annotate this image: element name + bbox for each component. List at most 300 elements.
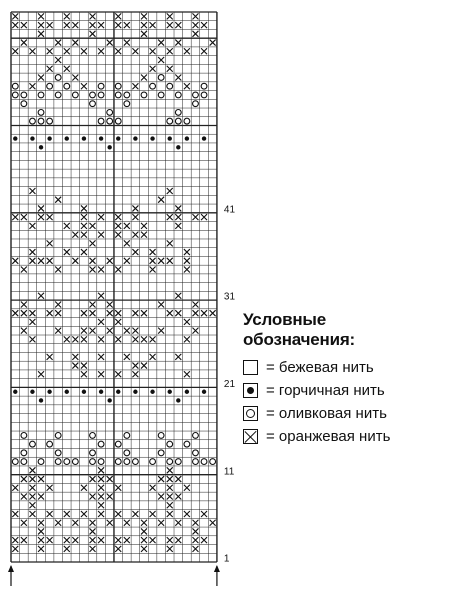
cross-mark	[115, 267, 121, 273]
cross-mark	[38, 546, 44, 552]
cross-mark	[90, 494, 96, 500]
cross-mark	[98, 467, 104, 473]
cross-mark	[115, 371, 121, 377]
cross-mark	[141, 546, 147, 552]
cross-mark	[167, 511, 173, 517]
legend-item-label: = оливковая нить	[266, 405, 387, 422]
ring-mark	[47, 441, 53, 447]
cross-mark	[21, 22, 27, 28]
cross-mark	[55, 267, 61, 273]
dot-mark	[133, 390, 137, 394]
ring-mark	[193, 101, 199, 107]
ring-mark	[210, 459, 216, 465]
cross-mark	[184, 267, 190, 273]
cross-mark	[21, 214, 27, 220]
cross-mark	[158, 494, 164, 500]
ring-mark	[21, 450, 27, 456]
cross-mark	[107, 494, 113, 500]
cross-mark	[29, 485, 35, 491]
cross-mark	[150, 537, 156, 543]
cross-mark	[175, 22, 181, 28]
cross-mark	[115, 214, 121, 220]
cross-mark	[175, 310, 181, 316]
cross-mark	[38, 520, 44, 526]
dot-mark	[107, 398, 111, 402]
ring-mark	[167, 118, 173, 124]
ring-mark	[184, 441, 190, 447]
cross-mark	[141, 537, 147, 543]
cross-mark	[201, 214, 207, 220]
cross-mark	[64, 546, 70, 552]
cross-mark	[115, 232, 121, 238]
cross-mark	[64, 22, 70, 28]
cross-mark	[115, 22, 121, 28]
cross-mark	[184, 511, 190, 517]
cross-mark	[72, 537, 78, 543]
ring-mark	[98, 459, 104, 465]
ring-mark	[72, 92, 78, 98]
cross-mark	[107, 476, 113, 482]
cross-mark	[29, 188, 35, 194]
cross-mark	[192, 328, 198, 334]
legend-item-label: = оранжевая нить	[266, 428, 391, 445]
cross-mark	[150, 267, 156, 273]
cross-mark	[21, 40, 27, 46]
legend-title-line1: Условные	[243, 310, 327, 329]
cross-mark	[167, 537, 173, 543]
ring-square-icon	[243, 406, 258, 421]
legend-item-label: = горчичная нить	[266, 382, 385, 399]
cross-mark	[38, 476, 44, 482]
cross-mark	[90, 520, 96, 526]
ring-mark	[193, 459, 199, 465]
cross-mark	[12, 258, 18, 264]
ring-mark	[193, 450, 199, 456]
cross-mark	[184, 83, 190, 89]
dot-mark	[185, 390, 189, 394]
ring-mark	[21, 101, 27, 107]
cross-mark	[192, 22, 198, 28]
cross-mark	[167, 22, 173, 28]
arrow-head-icon	[8, 565, 14, 572]
cross-mark	[98, 354, 104, 360]
dot-mark	[133, 136, 137, 140]
cross-mark	[201, 48, 207, 54]
cross-mark	[98, 267, 104, 273]
legend-item-mustard	[243, 379, 448, 402]
cross-mark	[141, 22, 147, 28]
cross-mark	[38, 494, 44, 500]
cross-mark	[210, 520, 216, 526]
ring-mark	[115, 118, 121, 124]
cross-mark	[115, 537, 121, 543]
cross-mark	[64, 511, 70, 517]
cross-mark	[47, 258, 53, 264]
cross-mark	[29, 476, 35, 482]
ring-mark	[30, 118, 36, 124]
cross-mark	[192, 31, 198, 37]
cross-mark	[132, 48, 138, 54]
cross-mark	[184, 249, 190, 255]
cross-mark	[81, 223, 87, 229]
cross-mark	[21, 520, 27, 526]
cross-mark	[12, 13, 18, 19]
ring-mark	[12, 92, 18, 98]
cross-mark	[72, 258, 78, 264]
dot-mark	[176, 398, 180, 402]
cross-mark	[124, 40, 130, 46]
ring-mark	[115, 83, 121, 89]
cross-mark	[141, 232, 147, 238]
cross-mark	[175, 205, 181, 211]
cross-mark	[12, 485, 18, 491]
cross-mark	[21, 301, 27, 307]
cross-mark	[29, 223, 35, 229]
cross-mark	[72, 363, 78, 369]
ring-mark	[167, 83, 173, 89]
cross-mark	[167, 13, 173, 19]
cross-mark	[175, 74, 181, 80]
cross-mark	[210, 40, 216, 46]
cross-mark	[167, 188, 173, 194]
ring-mark	[64, 83, 70, 89]
cross-mark	[124, 537, 130, 543]
cross-mark	[29, 494, 35, 500]
ring-mark	[124, 433, 130, 439]
legend-title-line2: обозначения:	[243, 330, 356, 349]
dot-mark	[107, 145, 111, 149]
dot-mark	[39, 398, 43, 402]
cross-mark	[72, 22, 78, 28]
ring-mark	[167, 441, 173, 447]
ring-mark	[21, 92, 27, 98]
legend-item-olive	[243, 402, 448, 425]
legend	[243, 310, 448, 448]
ring-mark	[133, 459, 139, 465]
cross-mark	[192, 214, 198, 220]
cross-mark	[64, 66, 70, 72]
cross-mark	[107, 520, 113, 526]
cross-mark	[98, 232, 104, 238]
cross-mark	[98, 214, 104, 220]
cross-mark	[124, 520, 130, 526]
cross-mark	[81, 83, 87, 89]
cross-mark	[192, 520, 198, 526]
cross-mark	[38, 371, 44, 377]
cross-mark	[55, 520, 61, 526]
cross-mark	[167, 66, 173, 72]
dot-mark	[47, 136, 51, 140]
cross-mark	[141, 310, 147, 316]
ring-mark	[12, 459, 18, 465]
ring-mark	[47, 118, 53, 124]
ring-mark	[201, 83, 207, 89]
ring-mark	[98, 118, 104, 124]
cross-mark	[72, 232, 78, 238]
cross-mark	[64, 13, 70, 19]
ring-mark	[55, 92, 61, 98]
cross-mark	[38, 258, 44, 264]
ring-mark	[107, 109, 113, 115]
cross-mark	[175, 223, 181, 229]
cross-mark	[98, 511, 104, 517]
cross-mark	[72, 40, 78, 46]
ring-mark	[38, 92, 44, 98]
cross-mark	[38, 528, 44, 534]
cross-mark	[12, 537, 18, 543]
cross-mark	[124, 354, 130, 360]
dot-square-icon	[243, 383, 258, 398]
cross-mark	[158, 40, 164, 46]
cross-mark	[90, 31, 96, 37]
cross-mark	[29, 467, 35, 473]
cross-mark	[47, 240, 53, 246]
cross-mark	[115, 223, 121, 229]
cross-mark	[55, 197, 61, 203]
cross-mark	[115, 13, 121, 19]
row-label: 41	[223, 204, 236, 216]
cross-mark	[55, 301, 61, 307]
cross-mark	[47, 354, 53, 360]
cross-mark	[21, 537, 27, 543]
ring-mark	[98, 92, 104, 98]
cross-mark	[124, 223, 130, 229]
cross-mark	[72, 520, 78, 526]
cross-mark	[64, 223, 70, 229]
cross-mark	[167, 258, 173, 264]
cross-mark	[90, 310, 96, 316]
empty-square-icon	[243, 360, 258, 375]
cross-mark	[201, 537, 207, 543]
dot-mark	[168, 136, 172, 140]
dot-mark	[116, 390, 120, 394]
cross-mark	[167, 48, 173, 54]
cross-mark	[90, 258, 96, 264]
dot-mark	[185, 136, 189, 140]
ring-mark	[158, 433, 164, 439]
cross-mark	[167, 467, 173, 473]
cross-mark	[90, 223, 96, 229]
cross-mark	[98, 293, 104, 299]
cross-mark	[29, 83, 35, 89]
ring-mark	[175, 109, 181, 115]
cross-mark	[81, 485, 87, 491]
cross-mark	[192, 546, 198, 552]
cross-mark	[12, 310, 18, 316]
dot-mark	[150, 136, 154, 140]
cross-mark	[141, 528, 147, 534]
cross-mark	[158, 197, 164, 203]
cross-mark	[98, 319, 104, 325]
cross-mark	[12, 48, 18, 54]
dot-mark	[30, 136, 34, 140]
cross-mark	[150, 48, 156, 54]
cross-mark	[184, 258, 190, 264]
dot-mark	[202, 136, 206, 140]
cross-mark	[115, 336, 121, 342]
cross-mark	[81, 336, 87, 342]
cross-mark	[12, 546, 18, 552]
ring-mark	[115, 92, 121, 98]
cross-mark	[132, 363, 138, 369]
cross-mark	[115, 319, 121, 325]
cross-mark	[124, 328, 130, 334]
cross-mark	[98, 371, 104, 377]
cross-mark	[175, 494, 181, 500]
cross-mark	[38, 31, 44, 37]
cross-mark	[55, 40, 61, 46]
ring-mark	[150, 83, 156, 89]
cross-mark	[21, 328, 27, 334]
row-label: 1	[223, 553, 230, 565]
cross-mark	[47, 485, 53, 491]
cross-mark	[90, 476, 96, 482]
cross-mark	[175, 354, 181, 360]
cross-mark	[115, 48, 121, 54]
ring-mark	[90, 101, 96, 107]
cross-mark	[132, 249, 138, 255]
cross-mark	[192, 537, 198, 543]
cross-mark	[192, 310, 198, 316]
cross-mark	[98, 336, 104, 342]
ring-mark	[98, 83, 104, 89]
cross-mark	[132, 310, 138, 316]
ring-mark	[175, 459, 181, 465]
cross-mark	[175, 40, 181, 46]
cross-mark	[158, 520, 164, 526]
legend-item-beige	[243, 356, 448, 379]
cross-mark	[38, 214, 44, 220]
cross-mark	[175, 476, 181, 482]
cross-mark	[38, 293, 44, 299]
dot-mark	[82, 136, 86, 140]
cross-mark	[141, 31, 147, 37]
cross-mark	[132, 205, 138, 211]
cross-mark	[38, 22, 44, 28]
row-label: 31	[223, 291, 236, 303]
dot-mark	[47, 390, 51, 394]
cross-mark	[150, 258, 156, 264]
ring-mark	[193, 433, 199, 439]
dot-mark	[39, 145, 43, 149]
ring-mark	[150, 459, 156, 465]
cross-mark	[47, 214, 53, 220]
cross-mark	[158, 258, 164, 264]
cross-mark	[210, 310, 216, 316]
cross-mark	[47, 66, 53, 72]
cross-mark	[150, 249, 156, 255]
ring-mark	[175, 92, 181, 98]
ring-mark	[124, 92, 130, 98]
cross-mark	[124, 22, 130, 28]
cross-mark	[175, 293, 181, 299]
cross-mark	[184, 485, 190, 491]
cross-mark	[132, 83, 138, 89]
cross-mark	[29, 310, 35, 316]
cross-square-icon	[243, 429, 258, 444]
cross-mark	[184, 48, 190, 54]
cross-mark	[141, 74, 147, 80]
cross-mark	[141, 336, 147, 342]
cross-mark	[81, 511, 87, 517]
cross-mark	[115, 546, 121, 552]
cross-mark	[107, 310, 113, 316]
cross-mark	[158, 57, 164, 63]
cross-mark	[167, 240, 173, 246]
cross-mark	[98, 485, 104, 491]
cross-mark	[167, 310, 173, 316]
cross-mark	[132, 511, 138, 517]
cross-mark	[47, 511, 53, 517]
cross-mark	[81, 249, 87, 255]
ring-mark	[55, 450, 61, 456]
cross-mark	[29, 502, 35, 508]
cross-mark	[158, 328, 164, 334]
cross-mark	[132, 371, 138, 377]
cross-mark	[167, 502, 173, 508]
ring-mark	[90, 450, 96, 456]
cross-mark	[192, 301, 198, 307]
cross-mark	[158, 301, 164, 307]
ring-mark	[55, 433, 61, 439]
cross-mark	[90, 267, 96, 273]
cross-mark	[81, 328, 87, 334]
cross-mark	[38, 537, 44, 543]
cross-mark	[47, 310, 53, 316]
cross-mark	[184, 336, 190, 342]
cross-mark	[150, 336, 156, 342]
cross-mark	[81, 310, 87, 316]
legend-item-label: = бежевая нить	[266, 359, 374, 376]
cross-mark	[98, 476, 104, 482]
cross-mark	[38, 13, 44, 19]
cross-mark	[72, 354, 78, 360]
ring-mark	[64, 459, 70, 465]
cross-mark	[167, 546, 173, 552]
cross-mark	[21, 310, 27, 316]
cross-mark	[175, 520, 181, 526]
cross-mark	[72, 74, 78, 80]
cross-mark	[64, 249, 70, 255]
ring-mark	[167, 459, 173, 465]
cross-mark	[90, 537, 96, 543]
cross-mark	[150, 485, 156, 491]
ring-mark	[90, 433, 96, 439]
legend-item-orange	[243, 425, 448, 448]
cross-mark	[38, 205, 44, 211]
cross-mark	[47, 48, 53, 54]
dot-mark	[13, 390, 17, 394]
cross-mark	[90, 546, 96, 552]
ring-mark	[90, 459, 96, 465]
ring-mark	[141, 92, 147, 98]
cross-mark	[132, 328, 138, 334]
ring-mark	[30, 441, 36, 447]
cross-mark	[141, 13, 147, 19]
cross-mark	[132, 214, 138, 220]
cross-mark	[167, 476, 173, 482]
ring-mark	[201, 92, 207, 98]
cross-mark	[124, 240, 130, 246]
ring-mark	[193, 92, 199, 98]
cross-mark	[201, 310, 207, 316]
cross-mark	[90, 328, 96, 334]
ring-mark	[124, 450, 130, 456]
cross-mark	[98, 494, 104, 500]
cross-mark	[38, 74, 44, 80]
cross-mark	[90, 22, 96, 28]
cross-mark	[64, 48, 70, 54]
